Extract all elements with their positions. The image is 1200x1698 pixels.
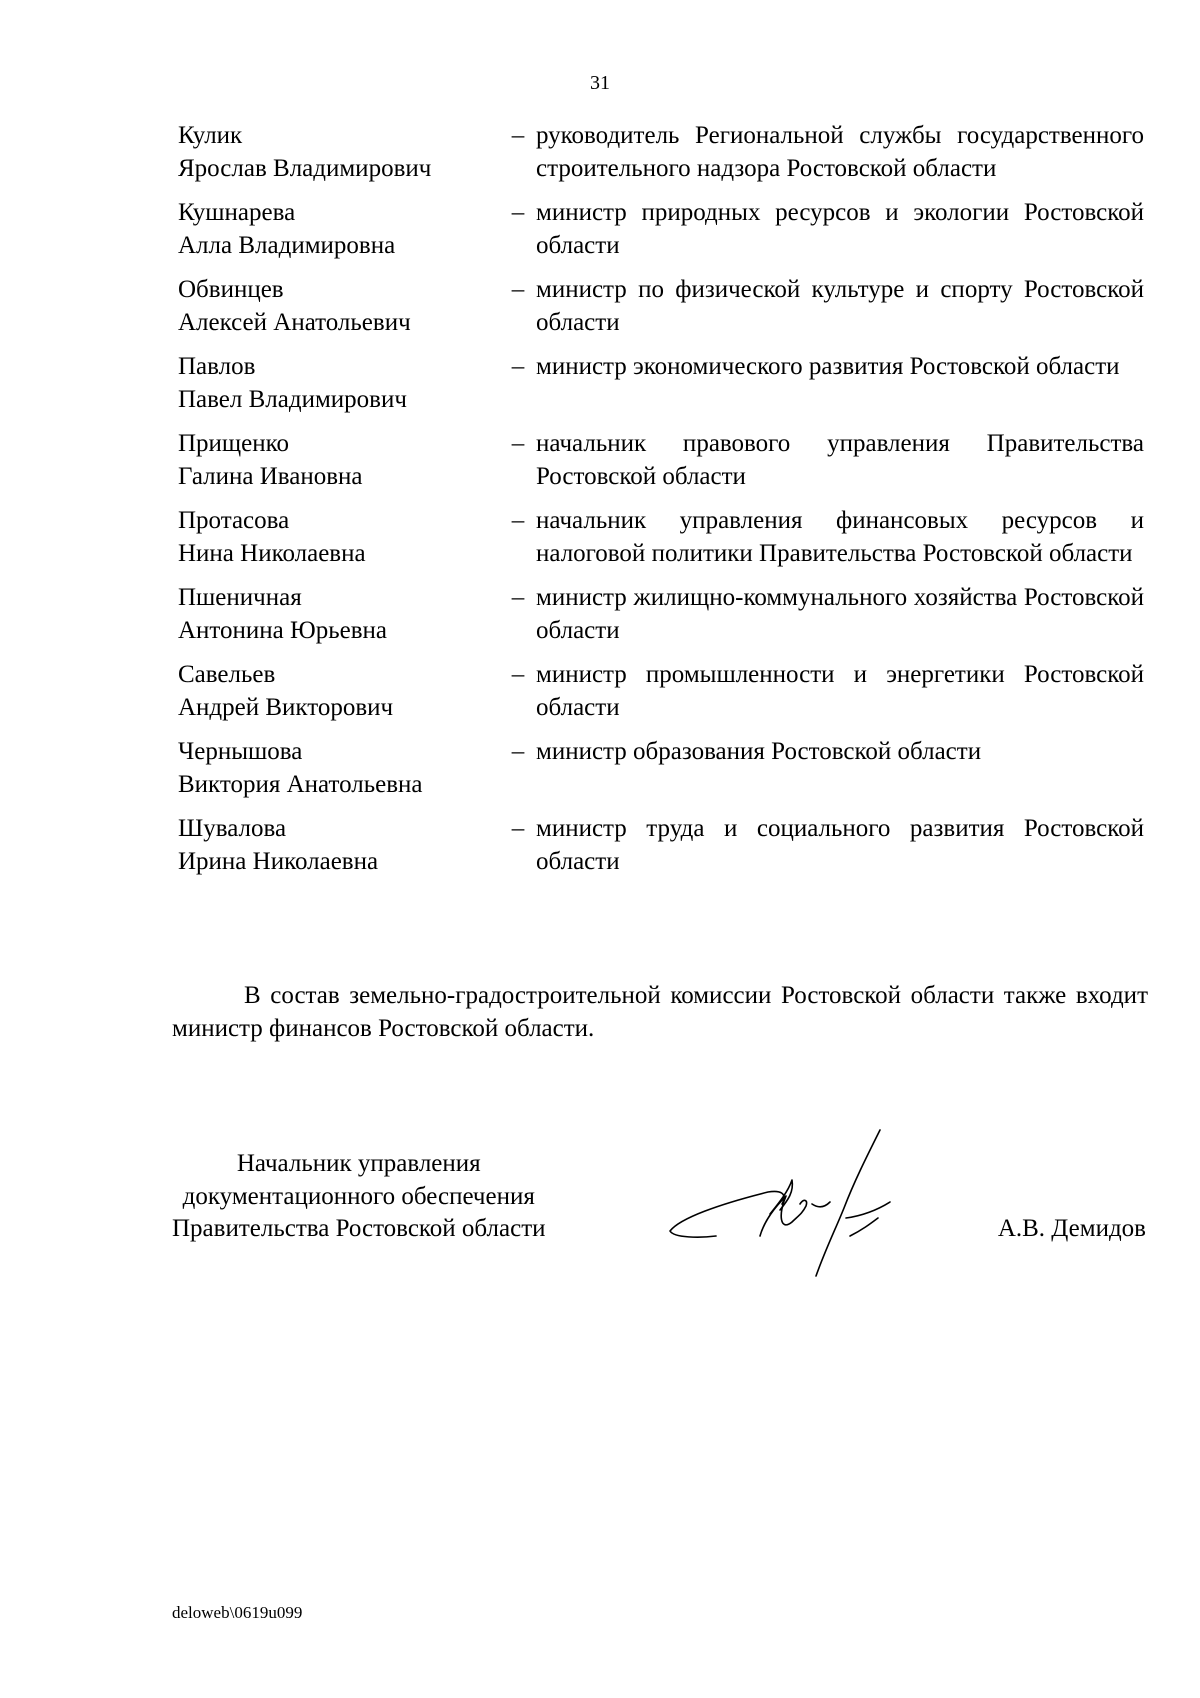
dash: – (511, 507, 525, 534)
member-name (178, 120, 500, 185)
dash: – (511, 199, 525, 226)
signatory-name: А.В. Демидов (997, 1215, 1146, 1242)
member-role: министр промышленности и энергетики Ростовской области (536, 661, 1144, 721)
member-name (178, 659, 500, 724)
member-surname: Шувалова (178, 815, 287, 842)
member-surname: Протасова (178, 507, 290, 534)
note-paragraph: В состав земельно-градостроительной комиссии Ростовской области также входит министр финансов Ростовской области. (172, 982, 1148, 1042)
member-role: начальник управления финансовых ресурсов и налоговой политики Правительства Ростовской области (536, 507, 1144, 567)
member-entry (178, 428, 1144, 493)
member-role: министр образования Ростовской области (536, 738, 982, 765)
signatory-position (172, 1148, 546, 1246)
member-surname: Прищенко (178, 430, 290, 457)
member-role: руководитель Региональной службы государственного строительного надзора Ростовской области (536, 122, 1144, 182)
member-name (178, 813, 500, 878)
signatory-position-line: документационного обеспечения (182, 1182, 535, 1210)
member-entry (178, 120, 1144, 185)
signatory-position-line: Начальник управления (236, 1150, 481, 1177)
member-name (178, 428, 500, 493)
signatory-position-line: Правительства Ростовской области (172, 1215, 546, 1242)
member-entry (178, 274, 1144, 339)
member-name (178, 274, 500, 339)
member-given-name: Антонина Юрьевна (178, 616, 387, 644)
member-given-name: Павел Владимирович (178, 385, 407, 413)
member-entry (178, 505, 1144, 570)
member-given-name: Виктория Анатольевна (178, 770, 423, 798)
member-entry (178, 736, 1144, 801)
dash: – (511, 661, 525, 688)
member-entry (178, 659, 1144, 724)
dash: – (511, 122, 525, 149)
member-name (178, 736, 500, 801)
member-given-name: Ирина Николаевна (178, 847, 379, 875)
member-role: министр труда и социального развития Ростовской области (536, 815, 1144, 875)
dash: – (511, 276, 525, 303)
dash: – (511, 815, 525, 842)
member-name (178, 351, 500, 416)
member-name (178, 197, 500, 262)
member-role: министр по физической культуре и спорту Ростовской области (536, 276, 1144, 336)
document-code: deloweb\0619u099 (172, 1603, 303, 1622)
member-entry (178, 582, 1144, 647)
member-entry (178, 197, 1144, 262)
dash: – (511, 353, 525, 380)
members-list (178, 120, 1144, 890)
page-number: 31 (590, 72, 610, 94)
member-given-name: Ярослав Владимирович (178, 154, 432, 182)
member-given-name: Алла Владимировна (178, 231, 396, 259)
dash: – (511, 584, 525, 611)
member-surname: Павлов (178, 353, 256, 380)
member-entry (178, 813, 1144, 878)
member-name (178, 505, 500, 570)
member-given-name: Нина Николаевна (178, 539, 366, 567)
member-role: министр жилищно-коммунального хозяйства Ростовской области (536, 584, 1144, 644)
member-surname: Обвинцев (178, 276, 284, 303)
dash: – (511, 430, 525, 457)
member-surname: Савельев (178, 661, 276, 688)
member-entry (178, 351, 1144, 416)
member-role: министр экономического развития Ростовской области (536, 353, 1120, 380)
member-surname: Чернышова (178, 738, 303, 765)
member-role: начальник правового управления Правительства Ростовской области (536, 430, 1144, 490)
member-given-name: Андрей Викторович (178, 693, 394, 721)
handwritten-signature (660, 1118, 940, 1288)
member-surname: Кушнарева (178, 199, 296, 226)
member-role: министр природных ресурсов и экологии Ростовской области (536, 199, 1144, 259)
member-surname: Пшеничная (178, 584, 302, 611)
member-name (178, 582, 500, 647)
member-given-name: Алексей Анатольевич (178, 308, 411, 336)
member-given-name: Галина Ивановна (178, 462, 363, 490)
member-surname: Кулик (178, 122, 243, 149)
dash: – (511, 738, 525, 765)
